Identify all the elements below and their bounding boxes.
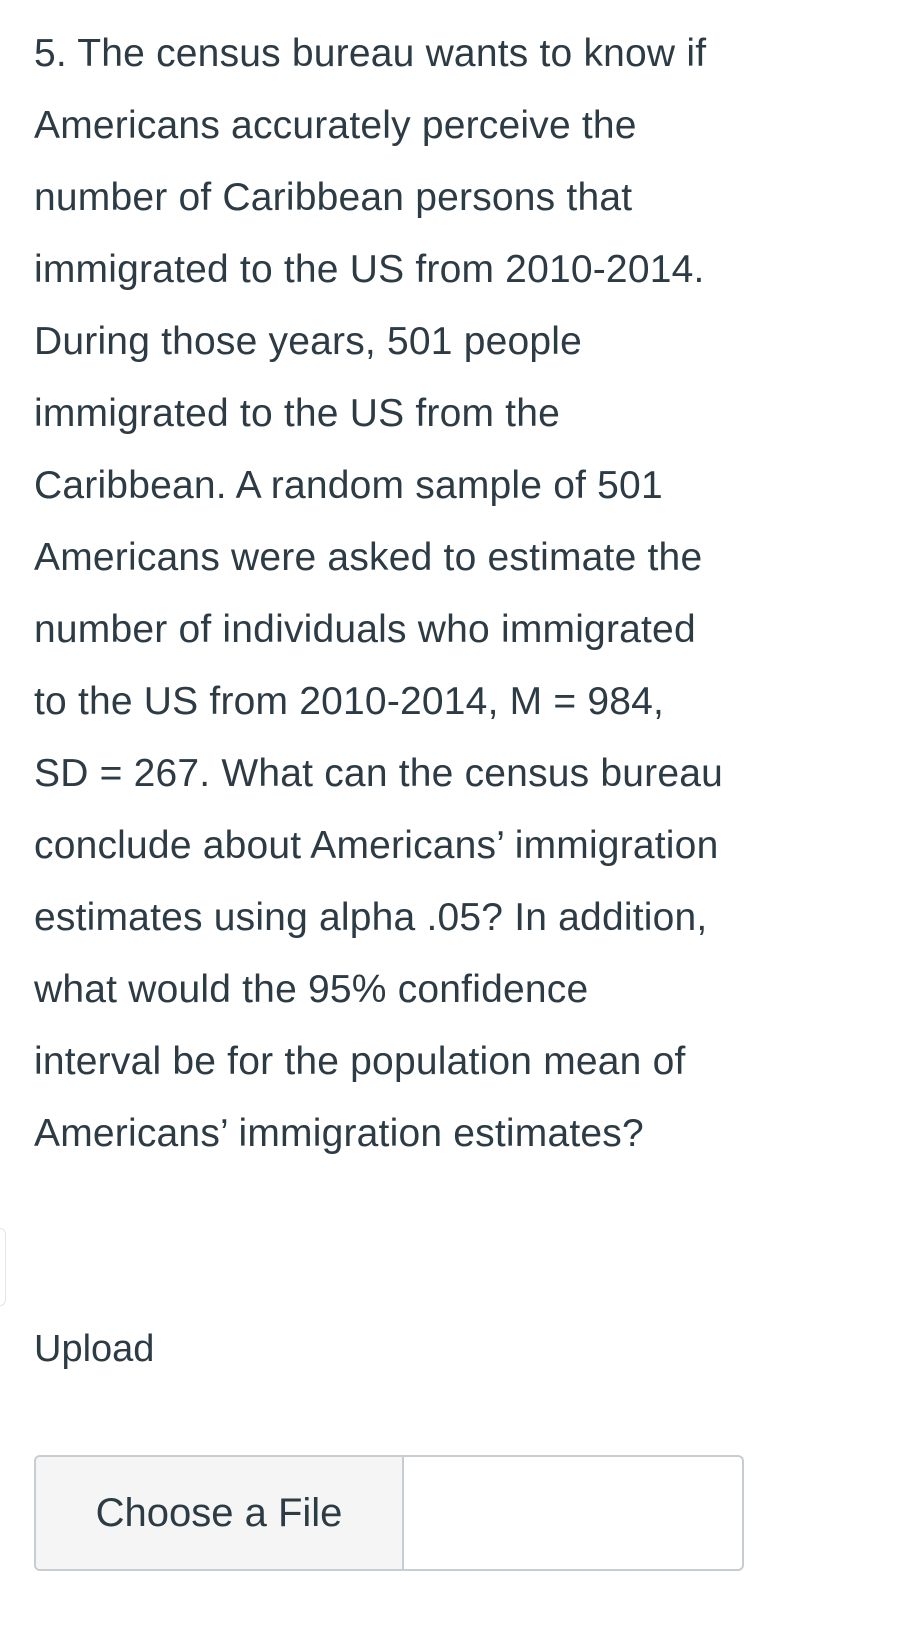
left-edge-tab bbox=[0, 1228, 6, 1306]
question-text bbox=[34, 18, 864, 1170]
file-upload-field[interactable] bbox=[34, 1455, 744, 1571]
question-line: Americans accurately perceive the bbox=[34, 104, 637, 147]
question-line: number of Caribbean persons that bbox=[34, 176, 633, 219]
question-line: Americans were asked to estimate the bbox=[34, 536, 703, 579]
question-line: 5. The census bureau wants to know if bbox=[34, 32, 707, 75]
question-line: conclude about Americans’ immigration bbox=[34, 824, 719, 867]
question-line: immigrated to the US from the bbox=[34, 392, 560, 435]
question-line: Caribbean. A random sample of 501 bbox=[34, 464, 663, 507]
question-line: immigrated to the US from 2010-2014. bbox=[34, 248, 705, 291]
question-line: number of individuals who immigrated bbox=[34, 608, 696, 651]
question-line: to the US from 2010-2014, M = 984, bbox=[34, 680, 665, 723]
choose-file-button[interactable]: Choose a File bbox=[36, 1457, 404, 1569]
question-line: SD = 267. What can the census bureau bbox=[34, 752, 724, 795]
question-line: interval be for the population mean of bbox=[34, 1040, 686, 1083]
upload-label: Upload bbox=[34, 1328, 155, 1370]
question-line: During those years, 501 people bbox=[34, 320, 583, 363]
question-line: Americans’ immigration estimates? bbox=[34, 1112, 644, 1155]
question-line: what would the 95% confidence bbox=[34, 968, 589, 1011]
question-line: estimates using alpha .05? In addition, bbox=[34, 896, 708, 939]
file-name-display[interactable] bbox=[404, 1457, 742, 1569]
